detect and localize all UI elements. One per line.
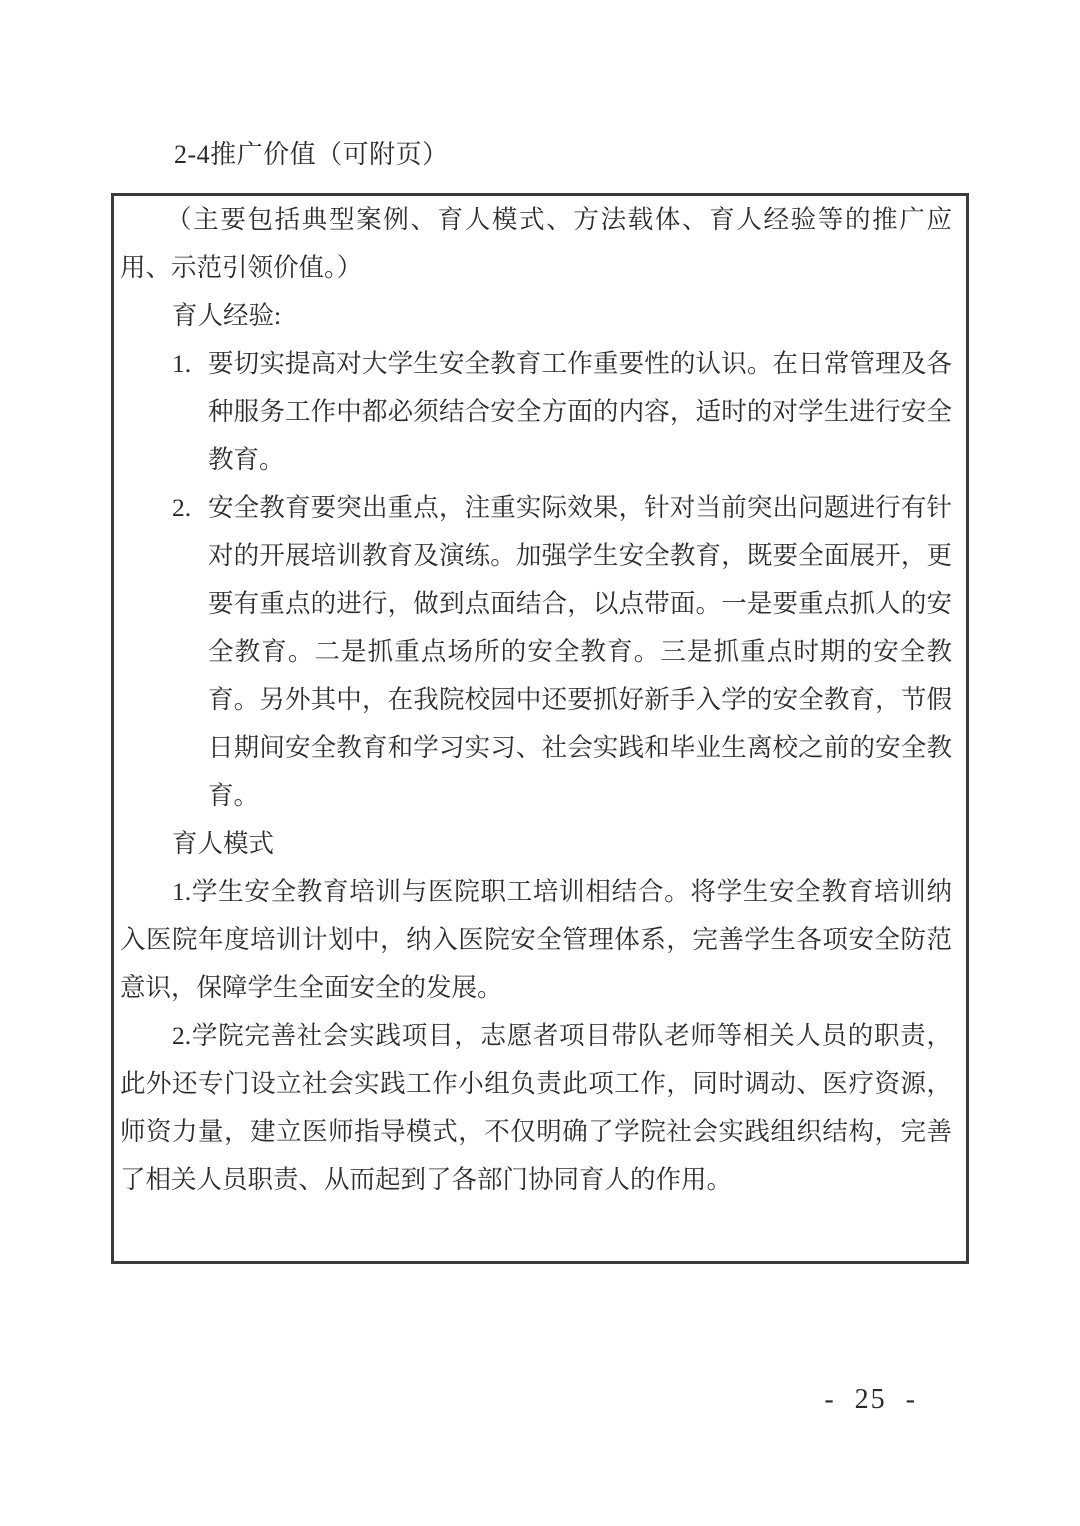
list-item-text: 要切实提高对大学生安全教育工作重要性的认识。在日常管理及各种服务工作中都必须结合安全方面的内容，适时的对学生进行安全教育。 <box>208 349 952 474</box>
experience-list-item-2 <box>120 484 952 820</box>
page-number: - 25 - <box>824 1384 917 1415</box>
page-title: 2-4推广价值（可附页） <box>174 140 449 169</box>
intro-note: （主要包括典型案例、育人模式、方法载体、育人经验等的推广应用、示范引领价值。） <box>120 205 952 282</box>
list-item-number: 1. <box>172 349 192 378</box>
list-item-number: 2. <box>172 493 192 522</box>
model-paragraph-1: 1.学生安全教育培训与医院职工培训相结合。将学生安全教育培训纳入医院年度培训计划中，纳入医院安全管理体系，完善学生各项安全防范意识，保障学生全面安全的发展。 <box>120 877 952 1002</box>
list-item-text: 安全教育要突出重点，注重实际效果，针对当前突出问题进行有针对的开展培训教育及演练。加强学生安全教育，既要全面展开，更要有重点的进行，做到点面结合，以点带面。一是要重点抓人的安全教育。二是抓重点场所的安全教育。三是抓重点时期的安全教育。另外其中，在我院校园中还要抓好新手入学的安全教育，节假日期间安全教育和学习实习、社会实践和毕业生离校之前的安全教育。 <box>208 493 952 810</box>
experience-heading: 育人经验: <box>172 301 282 330</box>
model-heading: 育人模式 <box>172 829 275 858</box>
model-paragraph-2: 2.学院完善社会实践项目，志愿者项目带队老师等相关人员的职责，此外还专门设立社会实践工作小组负责此项工作，同时调动、医疗资源，师资力量，建立医师指导模式，不仅明确了学院社会实践组织结构，完善了相关人员职责、从而起到了各部门协同育人的作用。 <box>120 1021 952 1194</box>
content-box <box>111 193 969 1264</box>
experience-list-item-1 <box>120 340 952 484</box>
experience-list <box>120 340 952 820</box>
